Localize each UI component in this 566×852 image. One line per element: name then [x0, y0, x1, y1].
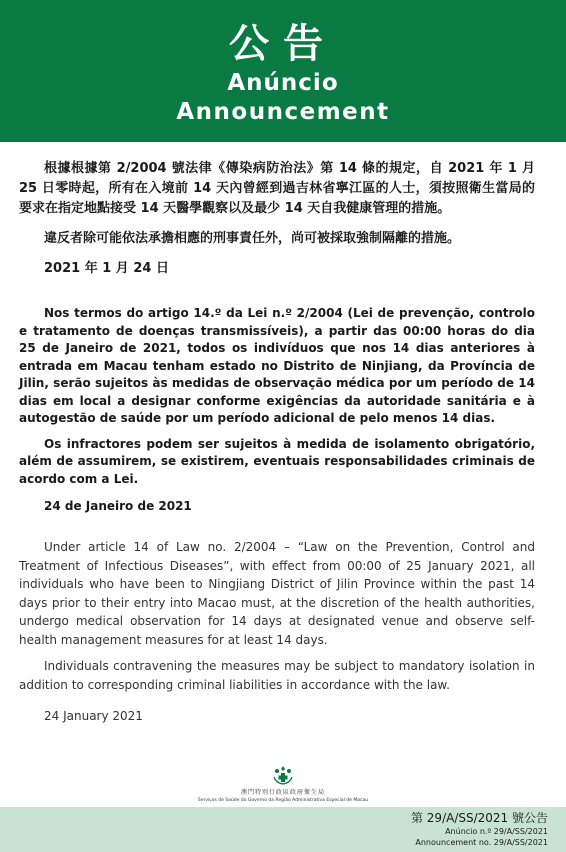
english-date: 24 January 2021: [44, 709, 143, 723]
portuguese-section: [19, 305, 535, 516]
title-english: Announcement: [176, 99, 390, 125]
header-banner: [0, 0, 566, 142]
announcement-reference: [411, 811, 548, 848]
health-bureau-name-chinese: 澳門特別行政區政府衛生局: [240, 789, 325, 796]
reference-portuguese: Anúncio n.º 29/A/SS/2021: [445, 827, 548, 836]
portuguese-date: 24 de Janeiro de 2021: [44, 499, 192, 513]
health-bureau-emblem-icon: [272, 765, 294, 785]
english-paragraph-2: Individuals contravening the measures may be subject to mandatory isolation in addition to corresponding criminal liabilities in accordance with the law.: [19, 659, 535, 692]
reference-english: Announcement no. 29/A/SS/2021: [415, 838, 548, 847]
chinese-section: [19, 159, 535, 279]
health-bureau-logo: [0, 765, 566, 804]
chinese-paragraph-2: 違反者除可能依法承擔相應的刑事責任外，尚可被採取強制隔離的措施。: [44, 231, 461, 246]
english-paragraph-1: Under article 14 of Law no. 2/2004 – “Law on the Prevention, Control and Treatment of Infectious Diseases”, with effect from 00:00 of 25 January 2021, all individuals who have been to Ningjiang District of Jilin Province within the past 14 days prior to their entry into Macao must, at the discretion of the health authorities, undergo medical observation for 14 days at designated venue and observe self-health management measures for at least 14 days.: [19, 540, 535, 647]
chinese-date: 2021 年 1 月 24 日: [44, 261, 169, 276]
chinese-paragraph-1: 根據根據第 2/2004 號法律《傳染病防治法》第 14 條的規定，自 2021 年 1 月 25 日零時起，所有在入境前 14 天內曾經到過吉林省寧江區的人士，須按照衛生當局的要求在指定地點接受 14 天醫學觀察以及最少 14 天自我健康管理的措施。: [19, 161, 535, 216]
reference-chinese: 第 29/A/SS/2021 號公告: [410, 811, 548, 825]
footer-bar: [0, 807, 566, 852]
title-portuguese: Anúncio: [227, 70, 339, 96]
portuguese-paragraph-2: Os infractores podem ser sujeitos à medida de isolamento obrigatório, além de assumirem, se existirem, eventuais responsabilidades criminais de acordo com a Lei.: [19, 436, 535, 486]
title-chinese: 公告: [229, 21, 337, 67]
health-bureau-name-portuguese: Serviços de Saúde do Governo da Região Administrativa Especial de Macau: [197, 798, 369, 803]
portuguese-paragraph-1: Nos termos do artigo 14.º da Lei n.º 2/2004 (Lei de prevenção, controlo e tratamento de doenças transmissíveis), a partir das 00:00 horas do dia 25 de Janeiro de 2021, todos os indivíduos que nos 14 dias anteriores à entrada em Macau tenham estado no Distrito de Ninjiang, da Província de Jilin, serão sujeitos às medidas de observação médica por um período de 14 dias em local a designar conforme exigências da autoridade sanitária e à autogestão de saúde por um período adicional de pelo menos 14 dias.: [19, 306, 535, 425]
english-section: [19, 538, 535, 726]
